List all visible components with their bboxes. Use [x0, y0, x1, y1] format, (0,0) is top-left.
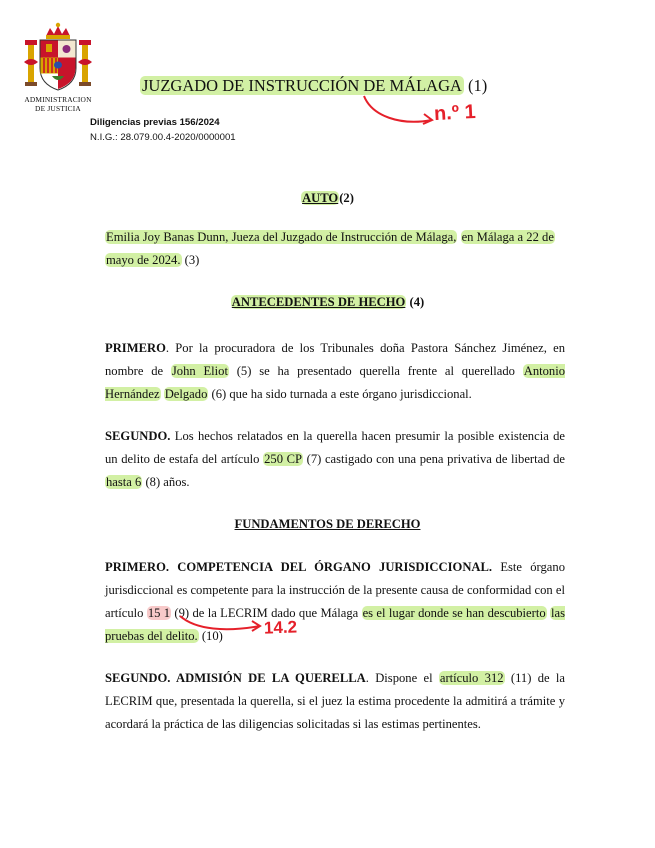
- antecedentes-primero-label: PRIMERO: [105, 341, 166, 355]
- auto-heading: [0, 191, 655, 206]
- article-15-1: 15 1: [147, 606, 171, 620]
- antecedentes-segundo-text-1: Los hechos relatados en la querella hacen presumir la posible existencia de un delito de estafa del artículo: [105, 429, 565, 466]
- antecedentes-heading-text: ANTECEDENTES DE HECHO: [231, 295, 406, 309]
- fundamentos-segundo-text-1: . Dispone el: [365, 671, 439, 685]
- fundamentos-primero: [105, 556, 565, 648]
- intro-paragraph: [105, 226, 565, 272]
- court-logo: [22, 22, 94, 114]
- antecedentes-note: (4): [409, 295, 425, 309]
- fundamentos-primero-label: PRIMERO. COMPETENCIA DEL ÓRGANO JURISDICCIONAL.: [105, 560, 493, 574]
- antecedentes-primero-text-3: (6) que ha sido turnada a este órgano jurisdiccional.: [208, 387, 472, 401]
- fundamentos-segundo: [105, 667, 565, 736]
- logo-text-line-1: ADMINISTRACION: [24, 95, 92, 104]
- fundamentos-primero-text-2: (9) de la LECRIM dado que Málaga: [171, 606, 362, 620]
- spanish-coat-of-arms-icon: [22, 22, 94, 96]
- antecedentes-segundo-label: SEGUNDO.: [105, 429, 171, 443]
- defendant-name-a: Antonio Hernández: [105, 364, 565, 401]
- plaintiff-name: John Eliot: [171, 364, 228, 378]
- article-312: artículo 312: [439, 671, 504, 685]
- logo-text-line-2: DE JUSTICIA: [35, 104, 81, 113]
- auto-label: AUTO: [302, 191, 339, 205]
- fundamentos-heading-text: FUNDAMENTOS DE DERECHO: [234, 517, 421, 531]
- intro-note: (3): [184, 253, 200, 267]
- antecedentes-heading: [0, 295, 655, 310]
- place-date-a: en Málaga a 22 de: [461, 230, 554, 244]
- handwritten-note-2: 14.2: [263, 617, 298, 638]
- place-date-b: mayo de 2024.: [106, 253, 181, 267]
- fundamentos-primero-text-3: (10): [198, 629, 223, 643]
- court-title-text: JUZGADO DE INSTRUCCIÓN DE MÁLAGA: [142, 76, 462, 95]
- auto-note: (2): [339, 191, 354, 205]
- nig-number: N.I.G.: 28.079.00.4-2020/0000001: [90, 132, 236, 143]
- antecedentes-primero: [105, 337, 565, 406]
- court-title-note: (1): [468, 76, 488, 95]
- fundamentos-segundo-label: SEGUNDO. ADMISIÓN DE LA QUERELLA: [105, 671, 366, 685]
- antecedentes-primero-text-2: (5) se ha presentado querella frente al querellado: [228, 364, 523, 378]
- article-250: 250 CP: [264, 452, 303, 466]
- fundamentos-segundo-text-2: (11) de la LECRIM que, presentada la querella, si el juez la estima procedente la admitirá a trámite y acordará la práctica de las diligencias solicitadas si las estimas pertinentes.: [105, 671, 565, 731]
- defendant-name-b: Delgado: [164, 387, 208, 401]
- judge-name: Emilia Joy Banas Dunn, Jueza del Juzgado de Instrucción de Málaga,: [106, 230, 457, 244]
- antecedentes-primero-text-1: . Por la procuradora de los Tribunales doña Pastora Sánchez Jiménez, en nombre de: [105, 341, 565, 378]
- handwritten-note-1: n.º 1: [433, 100, 477, 126]
- antecedentes-segundo: [105, 425, 565, 494]
- case-number: Diligencias previas 156/2024: [90, 117, 220, 128]
- jurisdiction-reason-a: es el lugar donde se han descubierto: [362, 606, 546, 620]
- jurisdiction-reason-b: las pruebas del delito.: [105, 606, 565, 643]
- red-arrow-annotation-2-icon: [176, 610, 268, 638]
- fundamentos-primero-text-1: Este órgano jurisdiccional es competente para la instrucción de la presente causa de conformidad con el artículo: [105, 560, 565, 620]
- red-arrow-annotation-1-icon: [360, 92, 440, 132]
- penalty-years: hasta 6: [106, 475, 142, 489]
- fundamentos-heading: [0, 517, 655, 532]
- antecedentes-segundo-text-2: (7) castigado con una pena privativa de libertad de: [303, 452, 566, 466]
- antecedentes-segundo-text-3: (8) años.: [142, 475, 190, 489]
